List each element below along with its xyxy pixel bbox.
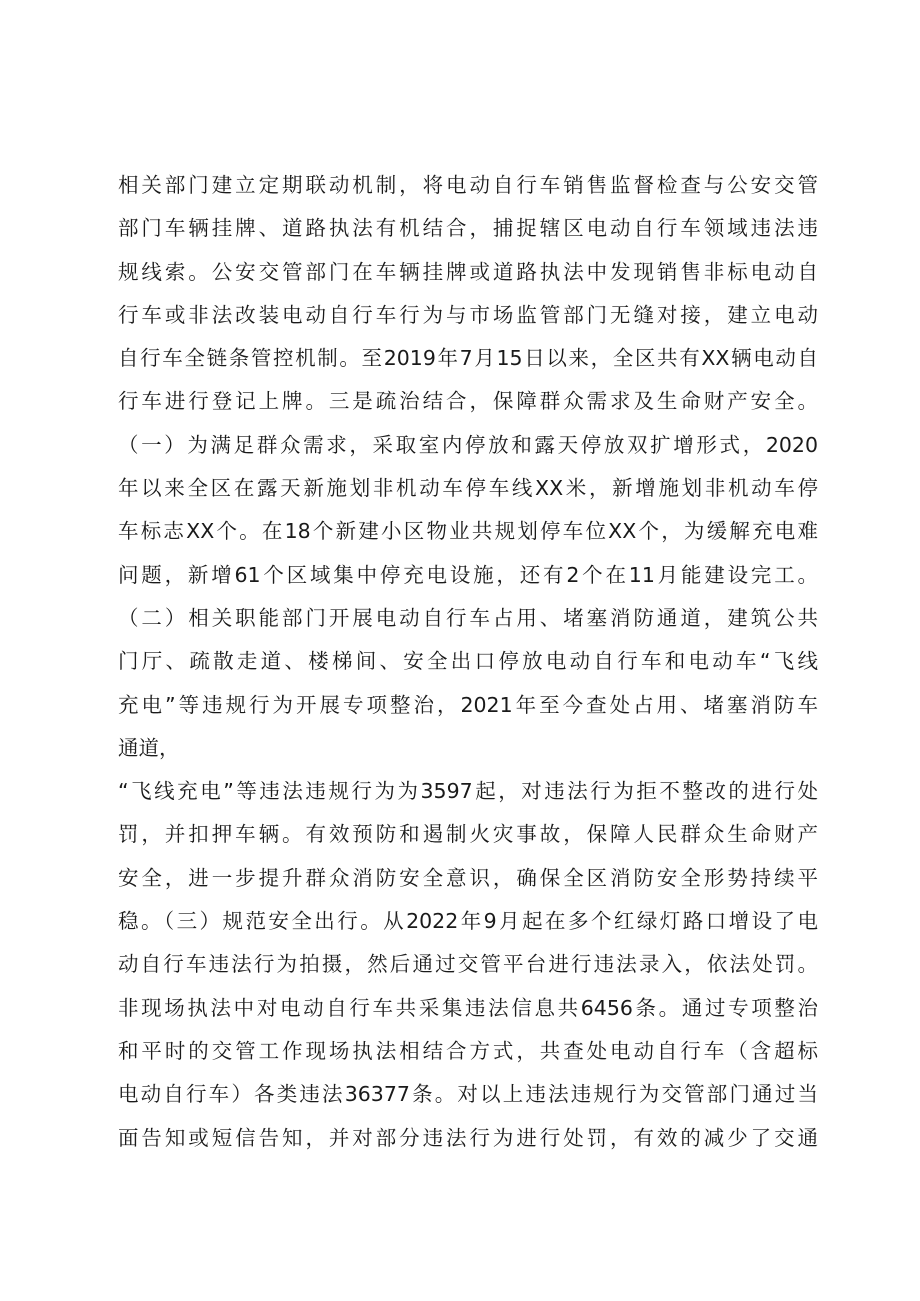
text-line: 动自行车违法行为拍摄，然后通过交管平台进行违法录入，依法处罚。: [118, 952, 818, 977]
text-line: 问题，新增61个区域集中停充电设施，还有2个在11月能建设完工。: [118, 562, 818, 587]
text-line: （一）为满足群众需求，采取室内停放和露天停放双扩增形式，2020: [118, 432, 818, 457]
text-line: 非现场执法中对电动自行车共采集违法信息共6456条。通过专项整治: [118, 995, 818, 1020]
text-line: 规线索。公安交管部门在车辆挂牌或道路执法中发现销售非标电动自: [118, 259, 818, 284]
text-line: 门厅、疏散走道、楼梯间、安全出口停放电动自行车和电动车“飞线: [118, 649, 818, 674]
text-line: （二）相关职能部门开展电动自行车占用、堵塞消防通道，建筑公共: [118, 605, 818, 630]
text-line: 电动自行车）各类违法36377条。对以上违法违规行为交管部门通过当: [118, 1082, 818, 1107]
text-line: 安全，进一步提升群众消防安全意识，确保全区消防安全形势持续平: [118, 865, 818, 890]
text-line: 罚，并扣押车辆。有效预防和遏制火灾事故，保障人民群众生命财产: [118, 822, 818, 847]
text-line: 行车或非法改装电动自行车行为与市场监管部门无缝对接，建立电动: [118, 302, 818, 327]
text-line: 稳。（三）规范安全出行。从2022年9月起在多个红绿灯路口增设了电: [118, 909, 818, 934]
text-line: 年以来全区在露天新施划非机动车停车线XX米，新增施划非机动车停: [118, 476, 818, 501]
text-line: 面告知或短信告知，并对部分违法行为进行处罚，有效的减少了交通: [118, 1125, 818, 1150]
text-line: 充电”等违规行为开展专项整治，2021年至今查处占用、堵塞消防车: [118, 692, 818, 717]
text-line: 车标志XX个。在18个新建小区物业共规划停车位XX个，为缓解充电难: [118, 519, 818, 544]
text-line: 行车进行登记上牌。三是疏治结合，保障群众需求及生命财产安全。: [118, 389, 818, 414]
text-line: 和平时的交管工作现场执法相结合方式，共查处电动自行车（含超标: [118, 1038, 818, 1063]
text-line: 自行车全链条管控机制。至2019年7月15日以来，全区共有XX辆电动自: [118, 346, 818, 371]
text-line: “飞线充电”等违法违规行为为3597起，对违法行为拒不整改的进行处: [118, 779, 818, 804]
text-line: 部门车辆挂牌、道路执法有机结合，捕捉辖区电动自行车领域违法违: [118, 216, 818, 241]
text-line: 相关部门建立定期联动机制，将电动自行车销售监督检查与公安交管: [118, 173, 818, 197]
text-line: 通道，: [118, 735, 180, 760]
body-text: [118, 164, 818, 1160]
